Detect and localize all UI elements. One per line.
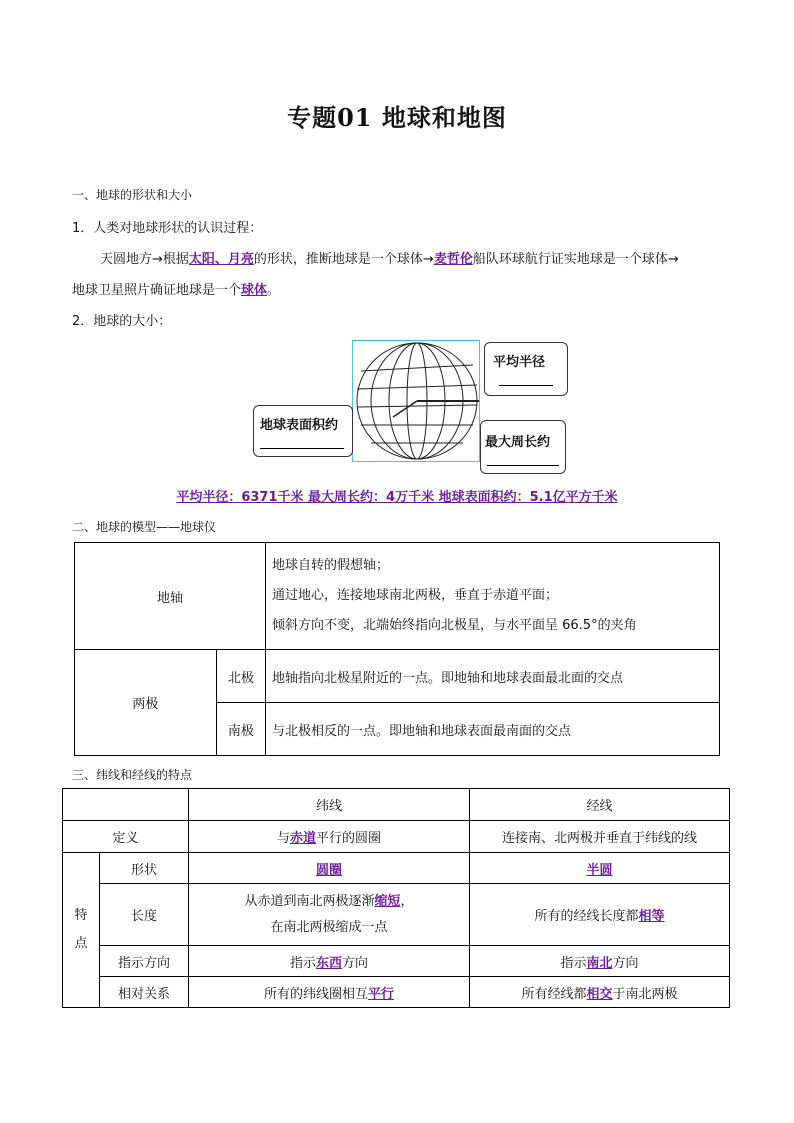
lat-lon-table: [62, 788, 730, 1008]
definition-longitude: 连接南、北两极并垂直于纬线的线: [470, 821, 730, 853]
text: 方向: [342, 955, 369, 971]
text: 特: [74, 908, 88, 923]
relation-label: 相对关系: [100, 977, 189, 1008]
answer-sphere: 球体: [241, 283, 268, 298]
shape-label: 形状: [100, 853, 189, 884]
shape-longitude: [470, 853, 730, 884]
direction-longitude: [470, 946, 730, 977]
definition-latitude: [189, 821, 470, 853]
item2-text: 2．地球的大小：: [72, 314, 172, 329]
axis-label: 地轴: [75, 543, 266, 650]
page-title: 专题01 地球和地图: [287, 103, 507, 132]
text: 所有经线都: [521, 986, 587, 1002]
text: 平行的圆圈: [316, 831, 382, 846]
text: 船队环球航行证实地球是一个球体→: [472, 252, 679, 267]
text: 。: [267, 283, 281, 298]
area-blank: [260, 448, 344, 449]
answer-east-west: 东西: [315, 955, 342, 971]
text: 点: [74, 936, 88, 951]
size-summary: 平均半径：6371千米 最大周长约：4万千米 地球表面积约：5.1亿平方千米: [176, 490, 618, 505]
text: 从赤道到南北两极逐渐: [244, 893, 375, 909]
relation-latitude: [189, 977, 470, 1008]
south-desc: 与北极相反的一点。即地轴和地球表面最南面的交点: [266, 703, 720, 756]
col-longitude: 经线: [470, 789, 730, 821]
text: 与: [276, 831, 290, 846]
answer-north-south: 南北: [586, 955, 613, 971]
text: 所有的纬线圈相互: [263, 986, 368, 1002]
section1-heading: 一、地球的形状和大小: [72, 188, 193, 202]
poles-label: 两极: [75, 650, 217, 756]
col-latitude: 纬线: [189, 789, 470, 821]
paragraph-line1: [100, 248, 740, 267]
answer-intersect: 相交: [586, 986, 613, 1002]
length-line: 在南北两极缩成一点: [270, 919, 388, 935]
length-label: 长度: [100, 884, 189, 946]
answer-parallel: 平行: [368, 986, 395, 1002]
answer-sun-moon: 太阳、月亮: [188, 252, 254, 267]
answer-equator: 赤道: [289, 831, 316, 846]
axis-desc: [266, 543, 720, 650]
text: 的形状，推断地球是一个球体→: [253, 252, 434, 267]
text: 指示: [289, 955, 316, 971]
circumference-blank: [487, 465, 559, 466]
features-label: [63, 853, 100, 1008]
radius-label: 平均半径: [493, 355, 546, 370]
radius-callout: [484, 342, 568, 396]
area-callout: [253, 405, 353, 457]
text: 方向: [612, 955, 639, 971]
circumference-label: 最大周长约: [485, 435, 551, 450]
circumference-callout: [480, 420, 566, 474]
answer-magellan: 麦哲伦: [433, 252, 473, 267]
globe-frame: [352, 340, 480, 462]
length-line: [195, 889, 463, 915]
text: 天圆地方→根据: [100, 252, 189, 267]
answer-semicircle: 半圆: [586, 862, 613, 878]
definition-label: 定义: [63, 821, 189, 853]
south-label: 南极: [216, 703, 265, 756]
text: 指示: [560, 955, 587, 971]
radius-blank: [499, 385, 553, 386]
axis-line: 倾斜方向不变，北端始终指向北极星，与水平面呈 66.5°的夹角: [272, 618, 637, 633]
text: 地球卫星照片确证地球是一个: [72, 283, 242, 298]
shape-latitude: [189, 853, 470, 884]
axis-line: 通过地心，连接地球南北两极，垂直于赤道平面；: [272, 588, 559, 603]
north-label: 北极: [216, 650, 265, 703]
length-longitude: [470, 884, 730, 946]
item1-text: 1．人类对地球形状的认识过程：: [72, 221, 263, 236]
north-desc: 地轴指向北极星附近的一点。即地轴和地球表面最北面的交点: [266, 650, 720, 703]
direction-label: 指示方向: [100, 946, 189, 977]
text: 于南北两极: [612, 986, 678, 1002]
paragraph-line2: [72, 279, 280, 298]
globe-model-table: [74, 542, 720, 756]
answer-circle: 圆圈: [315, 862, 342, 878]
axis-line: 地球自转的假想轴；: [272, 558, 390, 573]
relation-longitude: [470, 977, 730, 1008]
section2-heading: 二、地球的模型——地球仪: [72, 520, 217, 534]
text: ，: [400, 893, 414, 909]
area-label: 地球表面积约: [260, 418, 339, 433]
direction-latitude: [189, 946, 470, 977]
answer-shorten: 缩短: [374, 893, 401, 909]
section3-heading: 三、纬线和经线的特点: [72, 768, 193, 782]
empty-header-cell: [63, 789, 189, 821]
text: 所有的经线长度都: [534, 909, 639, 924]
length-latitude: [189, 884, 470, 946]
answer-equal: 相等: [638, 909, 665, 924]
globe-icon: [353, 341, 479, 461]
